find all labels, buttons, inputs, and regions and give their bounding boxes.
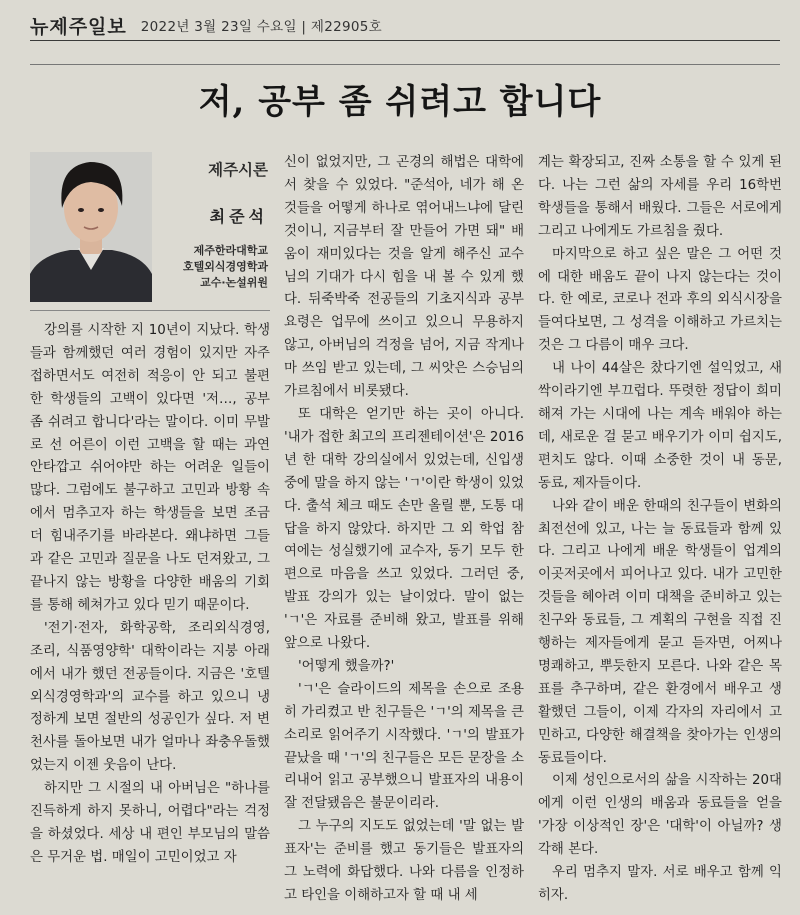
author-divider [30, 310, 270, 311]
paragraph: 우리 멈추지 말자. 서로 배우고 함께 익히자. [538, 865, 782, 903]
title-divider [30, 64, 780, 65]
affiliation-line: 제주한라대학교 [193, 244, 268, 257]
paragraph: 강의를 시작한 지 10년이 지났다. 학생들과 함께했던 여러 경험이 있지만 자주 접하면서도 여전히 적응이 안 되고 불편한 학생들의 고백이 있다면 '저…, 공부 좀 쉬려고 합니다'라는 말이다. 이미 무발로 선 어른이 이런 고백을 할 때는 과연 안타깝고 쉬어야만 하는 어려운 일들이 많다. 그럼에도 불구하고 고민과 방황 속에서 멈추고자 하는 학생들을 보면 조금 더 힘내주기를 바라본다. 왜냐하면 그들과 같은 고민과 질문을 나도 던져왔고, 그 끝나지 않는 방황을 다양한 배움의 기회를 통해 헤쳐가고 있다 믿기 때문이다. [30, 323, 270, 613]
headline: 저, 공부 좀 쉬려고 합니다 [198, 82, 602, 122]
article-column-1 [30, 320, 270, 870]
masthead [30, 10, 780, 41]
author-name: 최준석 [209, 207, 268, 226]
paragraph: '어떻게 했을까?' [298, 658, 395, 674]
paragraph: 하지만 그 시절의 내 아버님은 "하나를 진득하게 하지 못하니, 어렵다"라는 걱정을 하셨었다. 세상 내 편인 부모님의 말씀은 무거운 법. 매일이 고민이었고 자 [30, 781, 270, 865]
affiliation-line: 호텔외식경영학과 [182, 260, 268, 273]
affiliation-line: 교수·논설위원 [200, 276, 268, 289]
byline [160, 158, 268, 291]
author-photo [30, 152, 152, 302]
paragraph: 'ㄱ'은 슬라이드의 제목을 손으로 조용히 가리켰고 반 친구들은 'ㄱ'의 제목을 큰소리로 읽어주기 시작했다. 'ㄱ'의 발표가 끝났을 때 'ㄱ'의 친구들은 모든 문장을 소리내어 읽고 공부했으니 발표자의 내용이 잘 전달됐음은 불문이리라. [284, 681, 524, 812]
author-portrait-icon [30, 152, 152, 302]
paragraph: 그 누구의 지도도 없었는데 '말 없는 발표자'는 준비를 했고 동기들은 발표자의 그 노력에 화답했다. 나와 다름을 인정하고 타인을 이해하고자 할 때 내 세 [284, 819, 524, 903]
paragraph: 마지막으로 하고 싶은 말은 그 어떤 것에 대한 배움도 끝이 나지 않는다는 것이다. 한 예로, 코로나 전과 후의 외식시장을 들여다보면, 그 성격을 이해하고 가르치는 것은 그 다름이 매우 크다. [538, 246, 782, 354]
paragraph: 나와 같이 배운 한때의 친구들이 변화의 최전선에 있고, 나는 늘 동료들과 함께 있다. 그리고 나에게 배운 학생들이 업계의 이곳저곳에서 피어나고 있다. 내가 고민한 것들을 헤아려 이미 대책을 준비하고 있는 친구와 동료들, 그 계획의 구현을 직접 진행하는 제자들에게 묻고 듣자면, 어찌나 명쾌하고, 뿌듯한지 모른다. 나와 같은 목표를 추구하며, 같은 환경에서 배우고 생활했던 그들이, 이제 각자의 자리에서 고민하고, 다양한 해결책을 찾아가는 인생의 동료들이다. [538, 498, 782, 766]
column-name: 제주시론 [208, 161, 268, 179]
paragraph: 내 나이 44살은 찼다기엔 설익었고, 새싹이라기엔 부끄럽다. 뚜렷한 정답이 희미해져 가는 시대에 나는 계속 배워야 하는데, 새로운 걸 묻고 배우기가 이미 쉽지도, 편치도 않다. 이때 소중한 것이 내 동문, 동료, 제자들이다. [538, 361, 782, 491]
paragraph: 또 대학은 얻기만 하는 곳이 아니다. '내가 접한 최고의 프리젠테이션'은 2016년 한 대학 강의실에서 있었는데, 신입생 중에 말을 하지 않는 'ㄱ'이란 학생이 있었다. 출석 체크 때도 손만 올릴 뿐, 도통 대답을 하지 않았다. 하지만 그 외 학업 참여에는 성실했기에 교수자, 동기 모두 한편으로 마음을 쓰고 있었다. 그러던 중, 발표 강의가 있는 날이었다. 말이 없는 'ㄱ'은 자료를 준비해 왔고, 발표를 위해 앞으로 나왔다. [284, 406, 524, 652]
article-column-3 [538, 152, 782, 908]
dateline: 2022년 3월 23일 수요일 | 제22905호 [140, 19, 382, 35]
paragraph: 계는 확장되고, 진짜 소통을 할 수 있게 된다. 나는 그런 삶의 자세를 우리 16학번 학생들을 통해서 배웠다. 그들은 서로에게 그리고 나에게도 가르침을 줬다. [538, 155, 782, 239]
paragraph: 이제 성인으로서의 삶을 시작하는 20대에게 이런 인생의 배움과 동료들을 얻을 '가장 이상적인 장'은 '대학'이 아닐까? 생각해 본다. [538, 773, 782, 858]
paragraph: '전기·전자, 화학공학, 조리외식경영, 조리, 식품영양학' 대학이라는 지붕 아래에서 내가 했던 전공들이다. 지금은 '호텔외식경영학과'의 교수를 하고 있으니 냉정하게 보면 절반의 성공인가 싶다. 저 변천사를 돌아보면 내가 얼마나 좌충우돌했었는지 이젠 웃음이 난다. [30, 620, 270, 774]
paper-name: 뉴제주일보 [30, 15, 127, 38]
article-column-2 [284, 152, 524, 908]
author-affiliation [160, 243, 268, 291]
paragraph: 신이 없었지만, 그 곤경의 해법은 대학에서 찾을 수 있었다. "준석아, 네가 해 온 것들을 어떻게 하나로 엮어내느냐에 달린 것이니, 지금부터 잘 만들어 가면 돼" 배움이 재미있다는 것을 알게 해주신 교수님의 기대가 다시 힘을 내 볼 수 있게 했다. 뒤죽박죽 전공들의 기초지식과 공부 요령은 업무에 쓰이고 있으니 무용하지 않고, 아버님의 걱정을 넘어, 지금 작게나마 쓰임 받고 있는데, 그 씨앗은 스승님의 가르침에서 비롯됐다. [284, 155, 524, 400]
